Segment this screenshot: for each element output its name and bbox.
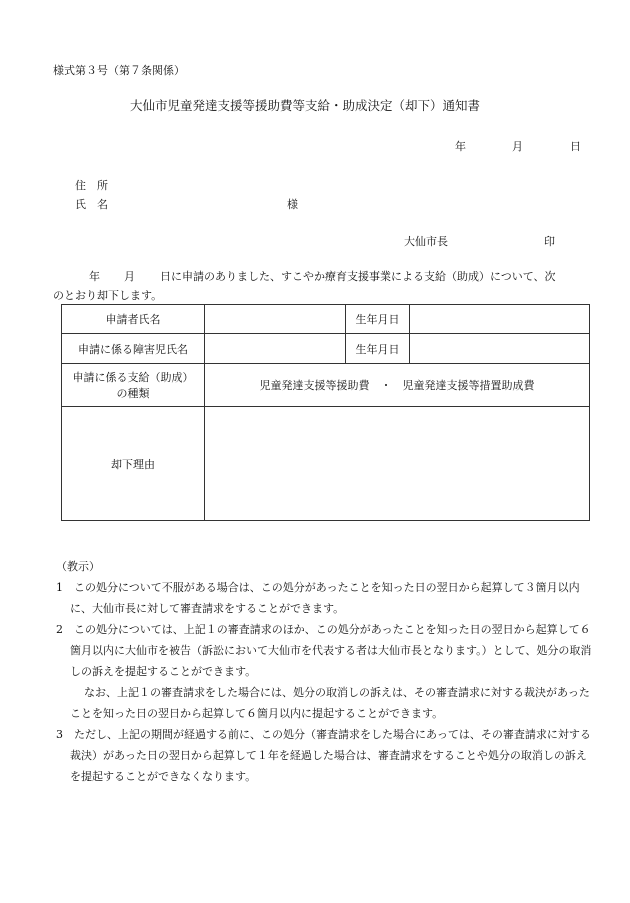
intro-year: 年 — [89, 270, 100, 283]
instruction-2-note: なお、上記１の審査請求をした場合には、処分の取消しの訴えは、その審査請求に対する裁決があったことを知った日の翌日から起算して６箇月以内に提起することができます。 — [70, 686, 590, 720]
benefit-type-label-line1: 申請に係る支給（助成） — [72, 371, 194, 384]
issuer-name: 大仙市長 — [404, 235, 448, 248]
instruction-1: 1 この処分について不服がある場合は、この処分があったことを知った日の翌日から起算して３箇月以内に、大仙市長に対して審査請求をすることができます。 — [56, 581, 580, 615]
birthdate-value-2 — [410, 334, 590, 364]
birthdate-label-1: 生年月日 — [346, 305, 410, 334]
benefit-type-value: 児童発達支援等援助費 ・ 児童発達支援等措置助成費 — [205, 364, 590, 407]
benefit-type-label-line2: の種類 — [116, 387, 150, 400]
rejection-reason-value — [205, 407, 590, 521]
seal-mark: 印 — [544, 235, 555, 248]
instruction-3: 3 ただし、上記の期間が経過する前に、この処分（審査請求をした場合にあっては、その審査請求に対する裁決）があった日の翌日から起算して１年を経過した場合は、審査請求をすることや処分の取消しの訴えを提起することができなくなります。 — [56, 728, 591, 783]
name-label: 氏 名 — [75, 198, 108, 211]
applicant-name-value — [205, 305, 346, 334]
date-day: 日 — [570, 140, 581, 153]
intro-text-2: のとおり却下します。 — [53, 289, 163, 302]
page-title: 大仙市児童発達支援等援助費等支給・助成決定（却下）通知書 — [130, 98, 481, 113]
application-table — [61, 304, 590, 521]
child-name-value — [205, 334, 346, 364]
birthdate-value-1 — [410, 305, 590, 334]
honorific: 様 — [287, 198, 298, 211]
child-name-label: 申請に係る障害児氏名 — [62, 334, 205, 364]
intro-text: 日に申請のありました、すこやか療育支援事業による支給（助成）について、次 — [160, 270, 556, 283]
form-number: 様式第３号（第７条関係） — [53, 64, 185, 77]
rejection-reason-label: 却下理由 — [62, 407, 205, 521]
address-label: 住 所 — [75, 179, 108, 192]
intro-month: 月 — [124, 270, 135, 283]
applicant-name-label: 申請者氏名 — [62, 305, 205, 334]
instructions — [56, 556, 592, 787]
birthdate-label-2: 生年月日 — [346, 334, 410, 364]
date-year: 年 — [455, 140, 466, 153]
instructions-heading: （教示） — [56, 560, 100, 573]
date-month: 月 — [512, 140, 523, 153]
benefit-type-label — [62, 364, 205, 407]
instruction-2: 2 この処分については、上記１の審査請求のほか、この処分があったことを知った日の翌日から起算して６箇月以内に大仙市を被告（訴訟において大仙市を代表する者は大仙市長となります。）として、処分の取消しの訴えを提起することができます。 — [56, 623, 592, 678]
